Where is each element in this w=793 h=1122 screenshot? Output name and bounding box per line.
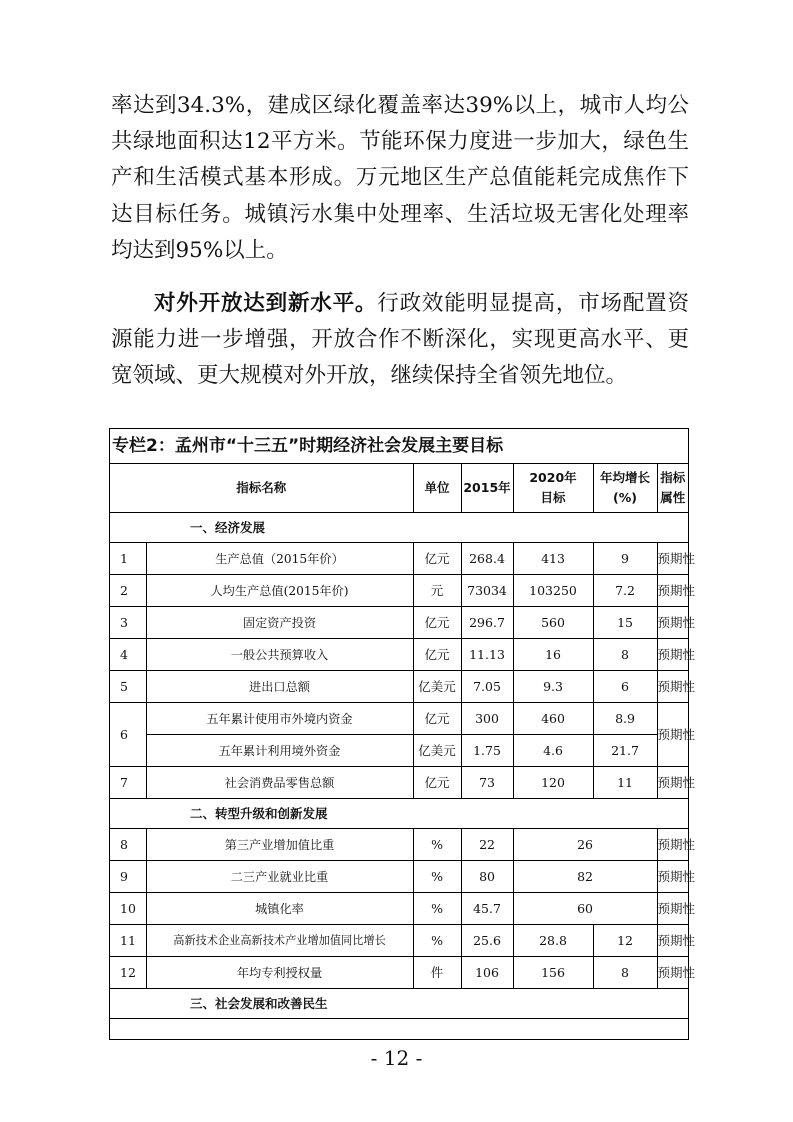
row-growth: 6 <box>593 670 657 702</box>
row-2015: 22 <box>461 828 513 860</box>
row-unit: % <box>413 828 461 860</box>
row-growth: 11 <box>593 766 657 798</box>
row-growth: 7.2 <box>593 574 657 606</box>
row-attr: 预期性 <box>657 606 688 638</box>
row-attr: 预期性 <box>657 828 688 860</box>
header-2015: 2015年 <box>461 464 513 512</box>
row-2020: 560 <box>513 606 593 638</box>
header-attr-line2: 属性 <box>660 489 686 505</box>
row-no: 7 <box>110 766 146 798</box>
row-2020: 156 <box>513 956 593 988</box>
row-attr: 预期性 <box>657 924 688 956</box>
row-unit: 亿美元 <box>413 734 461 766</box>
row-no: 2 <box>110 574 146 606</box>
row-name: 五年累计利用境外资金 <box>146 734 413 766</box>
row-2020: 4.6 <box>513 734 593 766</box>
row-2020: 60 <box>513 892 657 924</box>
row-unit: % <box>413 892 461 924</box>
row-no: 5 <box>110 670 146 702</box>
row-2020: 28.8 <box>513 924 593 956</box>
row-2020: 103250 <box>513 574 593 606</box>
row-no: 6 <box>110 702 146 766</box>
section-row <box>110 798 688 828</box>
row-name: 五年累计使用市外境内资金 <box>146 702 413 734</box>
row-2020: 460 <box>513 702 593 734</box>
row-growth: 8 <box>593 638 657 670</box>
row-attr: 预期性 <box>657 860 688 892</box>
body-paragraph-opening-up <box>111 286 689 395</box>
targets-table <box>110 464 696 1019</box>
header-name: 指标名称 <box>110 464 413 512</box>
row-attr: 预期性 <box>657 574 688 606</box>
section-row <box>110 512 688 542</box>
row-attr: 预期性 <box>657 702 688 766</box>
table-row <box>110 734 688 766</box>
row-name: 高新技术企业高新技术产业增加值同比增长 <box>146 924 413 956</box>
table-row <box>110 670 688 702</box>
header-unit: 单位 <box>413 464 461 512</box>
header-2020-line2: 目标 <box>540 489 566 505</box>
row-2015: 268.4 <box>461 542 513 574</box>
header-2020-line1: 2020年 <box>529 469 577 485</box>
row-2020: 16 <box>513 638 593 670</box>
row-no: 11 <box>110 924 146 956</box>
row-no: 4 <box>110 638 146 670</box>
table-row <box>110 702 688 734</box>
row-unit: 件 <box>413 956 461 988</box>
row-2020: 9.3 <box>513 670 593 702</box>
row-name: 年均专利授权量 <box>146 956 413 988</box>
row-unit: 亿美元 <box>413 670 461 702</box>
row-name: 城镇化率 <box>146 892 413 924</box>
row-attr: 预期性 <box>657 670 688 702</box>
row-growth: 8.9 <box>593 702 657 734</box>
row-name: 进出口总额 <box>146 670 413 702</box>
row-name: 一般公共预算收入 <box>146 638 413 670</box>
row-2015: 11.13 <box>461 638 513 670</box>
row-growth: 21.7 <box>593 734 657 766</box>
row-2020: 120 <box>513 766 593 798</box>
section-economy: 一、经济发展 <box>110 512 688 542</box>
row-attr: 预期性 <box>657 766 688 798</box>
row-unit: 亿元 <box>413 638 461 670</box>
row-unit: % <box>413 860 461 892</box>
row-no: 1 <box>110 542 146 574</box>
table-row <box>110 828 688 860</box>
table-row <box>110 574 688 606</box>
table-row <box>110 638 688 670</box>
row-unit: 亿元 <box>413 606 461 638</box>
row-attr: 预期性 <box>657 638 688 670</box>
header-attr <box>657 464 688 512</box>
row-growth: 12 <box>593 924 657 956</box>
row-growth: 9 <box>593 542 657 574</box>
row-unit: 亿元 <box>413 702 461 734</box>
row-no: 3 <box>110 606 146 638</box>
row-no: 8 <box>110 828 146 860</box>
row-2020: 26 <box>513 828 657 860</box>
table-row <box>110 542 688 574</box>
row-growth: 15 <box>593 606 657 638</box>
header-growth-line1: 年均增长 <box>600 469 651 485</box>
table-row <box>110 956 688 988</box>
row-2015: 300 <box>461 702 513 734</box>
header-2020 <box>513 464 593 512</box>
row-2015: 296.7 <box>461 606 513 638</box>
row-2020: 82 <box>513 860 657 892</box>
row-attr: 预期性 <box>657 956 688 988</box>
table-row <box>110 606 688 638</box>
section-social: 三、社会发展和改善民生 <box>110 988 688 1018</box>
box-title: 专栏2：孟州市“十三五”时期经济社会发展主要目标 <box>110 429 688 464</box>
row-2015: 106 <box>461 956 513 988</box>
header-growth <box>593 464 657 512</box>
row-name: 固定资产投资 <box>146 606 413 638</box>
row-2015: 73034 <box>461 574 513 606</box>
row-2015: 80 <box>461 860 513 892</box>
body-paragraph-green-target: 率达到34.3%，建成区绿化覆盖率达39%以上，城市人均公共绿地面积达12平方米。节能环保力度进一步加大，绿色生产和生活模式基本形成。万元地区生产总值能耗完成焦作下达目标任务。城镇污水集中处理率、生活垃圾无害化处理率均达到95%以上。 <box>111 93 689 263</box>
row-no: 10 <box>110 892 146 924</box>
row-name: 二三产业就业比重 <box>146 860 413 892</box>
row-2015: 1.75 <box>461 734 513 766</box>
section-row <box>110 988 688 1018</box>
paragraph-lead-heading: 对外开放达到新水平。 <box>154 291 378 316</box>
row-name: 生产总值（2015年价） <box>146 542 413 574</box>
row-unit: 亿元 <box>413 766 461 798</box>
row-unit: 亿元 <box>413 542 461 574</box>
row-2015: 45.7 <box>461 892 513 924</box>
row-attr: 预期性 <box>657 892 688 924</box>
row-attr: 预期性 <box>657 542 688 574</box>
row-unit: % <box>413 924 461 956</box>
table-row <box>110 892 688 924</box>
row-2015: 7.05 <box>461 670 513 702</box>
header-attr-line1: 指标 <box>660 469 686 485</box>
paragraph-body-text: 行政效能明显提高，市场配置资源能力进一步增强，开放合作不断深化，实现更高水平、更宽领域、更大规模对外开放，继续保持全省领先地位。 <box>111 291 689 389</box>
row-name: 第三产业增加值比重 <box>146 828 413 860</box>
row-2015: 25.6 <box>461 924 513 956</box>
row-2020: 413 <box>513 542 593 574</box>
table-header-row <box>110 464 688 512</box>
table-row <box>110 924 688 956</box>
table-row <box>110 860 688 892</box>
page-number: - 12 - <box>370 1046 423 1070</box>
row-name: 人均生产总值(2015年价) <box>146 574 413 606</box>
row-name: 社会消费品零售总额 <box>146 766 413 798</box>
header-growth-line2: (%) <box>613 489 637 505</box>
column-box-main-targets <box>109 428 696 1040</box>
table-row <box>110 766 688 798</box>
row-growth: 8 <box>593 956 657 988</box>
row-no: 12 <box>110 956 146 988</box>
row-unit: 元 <box>413 574 461 606</box>
section-transformation: 二、转型升级和创新发展 <box>110 798 688 828</box>
row-no: 9 <box>110 860 146 892</box>
row-2015: 73 <box>461 766 513 798</box>
